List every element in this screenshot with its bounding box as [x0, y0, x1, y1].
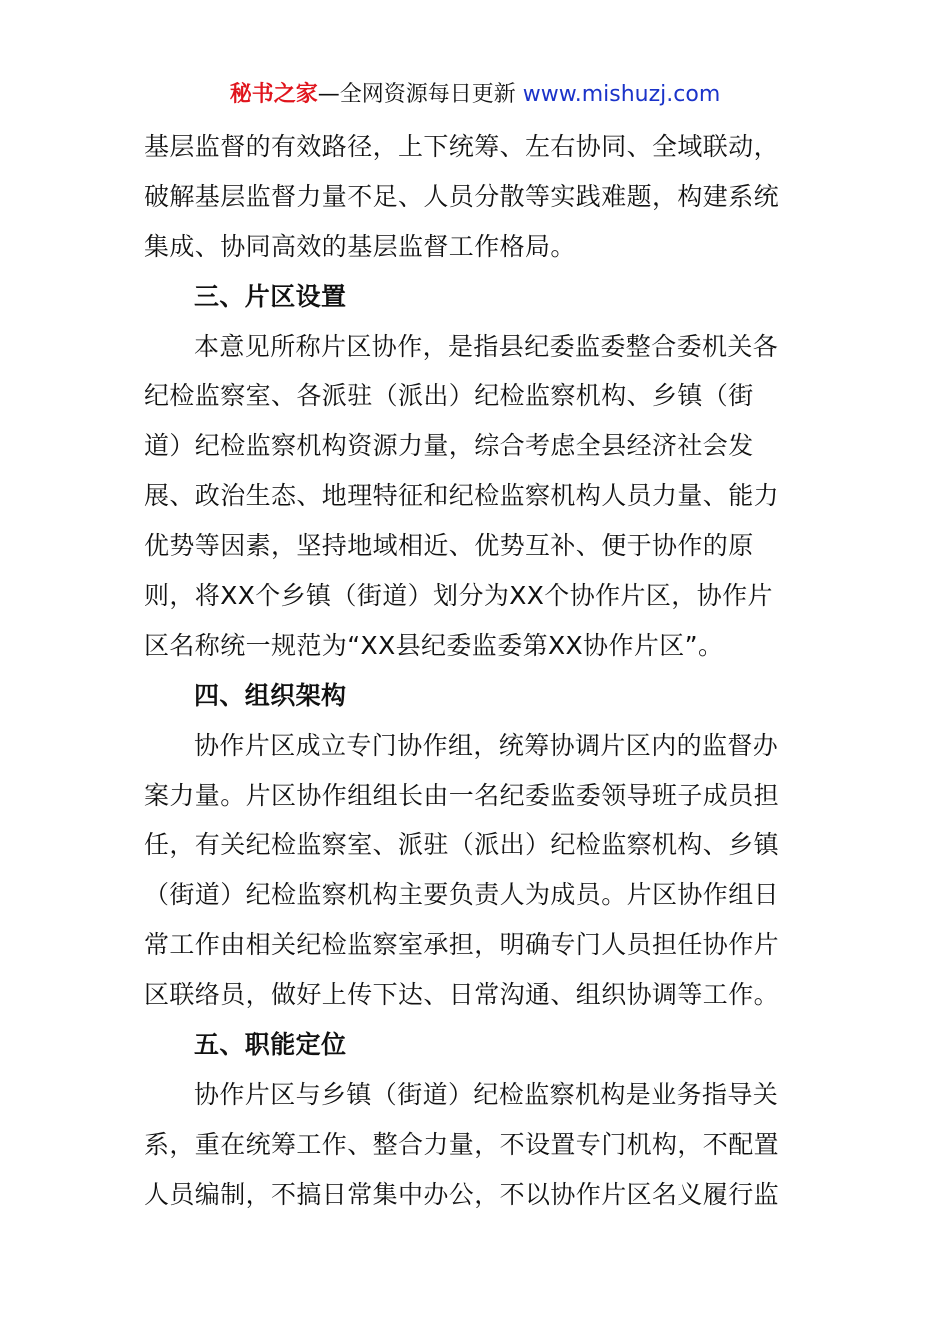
body-line: 道）纪检监察机构资源力量，综合考虑全县经济社会发: [144, 431, 754, 461]
body-line: 破解基层监督力量不足、人员分散等实践难题，构建系统: [144, 181, 780, 211]
body-line: 区联络员，做好上传下达、日常沟通、组织协调等工作。: [144, 980, 780, 1010]
section-heading-5: 五、职能定位: [194, 1030, 347, 1060]
site-tagline: —全网资源每日更新: [317, 82, 516, 107]
body-line: 集成、协同高效的基层监督工作格局。: [144, 231, 576, 261]
site-url[interactable]: www.mishuzj.com: [522, 82, 721, 107]
body-line: 任，有关纪检监察室、派驻（派出）纪检监察机构、乡镇: [144, 830, 780, 860]
body-line: 展、政治生态、地理特征和纪检监察机构人员力量、能力: [144, 481, 780, 511]
document-body: [144, 122, 804, 1220]
body-line: 优势等因素，坚持地域相近、优势互补、便于协作的原: [144, 531, 754, 561]
body-line: 常工作由相关纪检监察室承担，明确专门人员担任协作片: [144, 930, 780, 960]
body-line: 基层监督的有效路径，上下统筹、左右协同、全域联动，: [144, 132, 780, 161]
body-line: （街道）纪检监察机构主要负责人为成员。片区协作组日: [144, 880, 780, 910]
body-line: 人员编制，不搞日常集中办公，不以协作片区名义履行监: [144, 1179, 780, 1209]
body-line: 区名称统一规范为“XX县纪委监委第XX协作片区”。: [144, 630, 724, 660]
site-brand: 秘书之家: [229, 82, 318, 107]
paragraph-start: 协作片区与乡镇（街道）纪检监察机构是业务指导关: [194, 1079, 779, 1109]
section-heading-3: 三、片区设置: [194, 281, 347, 311]
body-line: 纪检监察室、各派驻（派出）纪检监察机构、乡镇（街: [144, 381, 754, 411]
body-line: 则，将XX个乡镇（街道）划分为XX个协作片区，协作片: [144, 581, 773, 611]
paragraph-start: 协作片区成立专门协作组，统筹协调片区内的监督办: [194, 730, 779, 760]
section-heading-4: 四、组织架构: [194, 680, 347, 710]
site-header: [0, 80, 950, 110]
paragraph-start: 本意见所称片区协作，是指县纪委监委整合委机关各: [194, 331, 779, 361]
body-line: 案力量。片区协作组组长由一名纪委监委领导班子成员担: [144, 780, 780, 810]
body-line: 系，重在统筹工作、整合力量，不设置专门机构，不配置: [144, 1129, 780, 1159]
